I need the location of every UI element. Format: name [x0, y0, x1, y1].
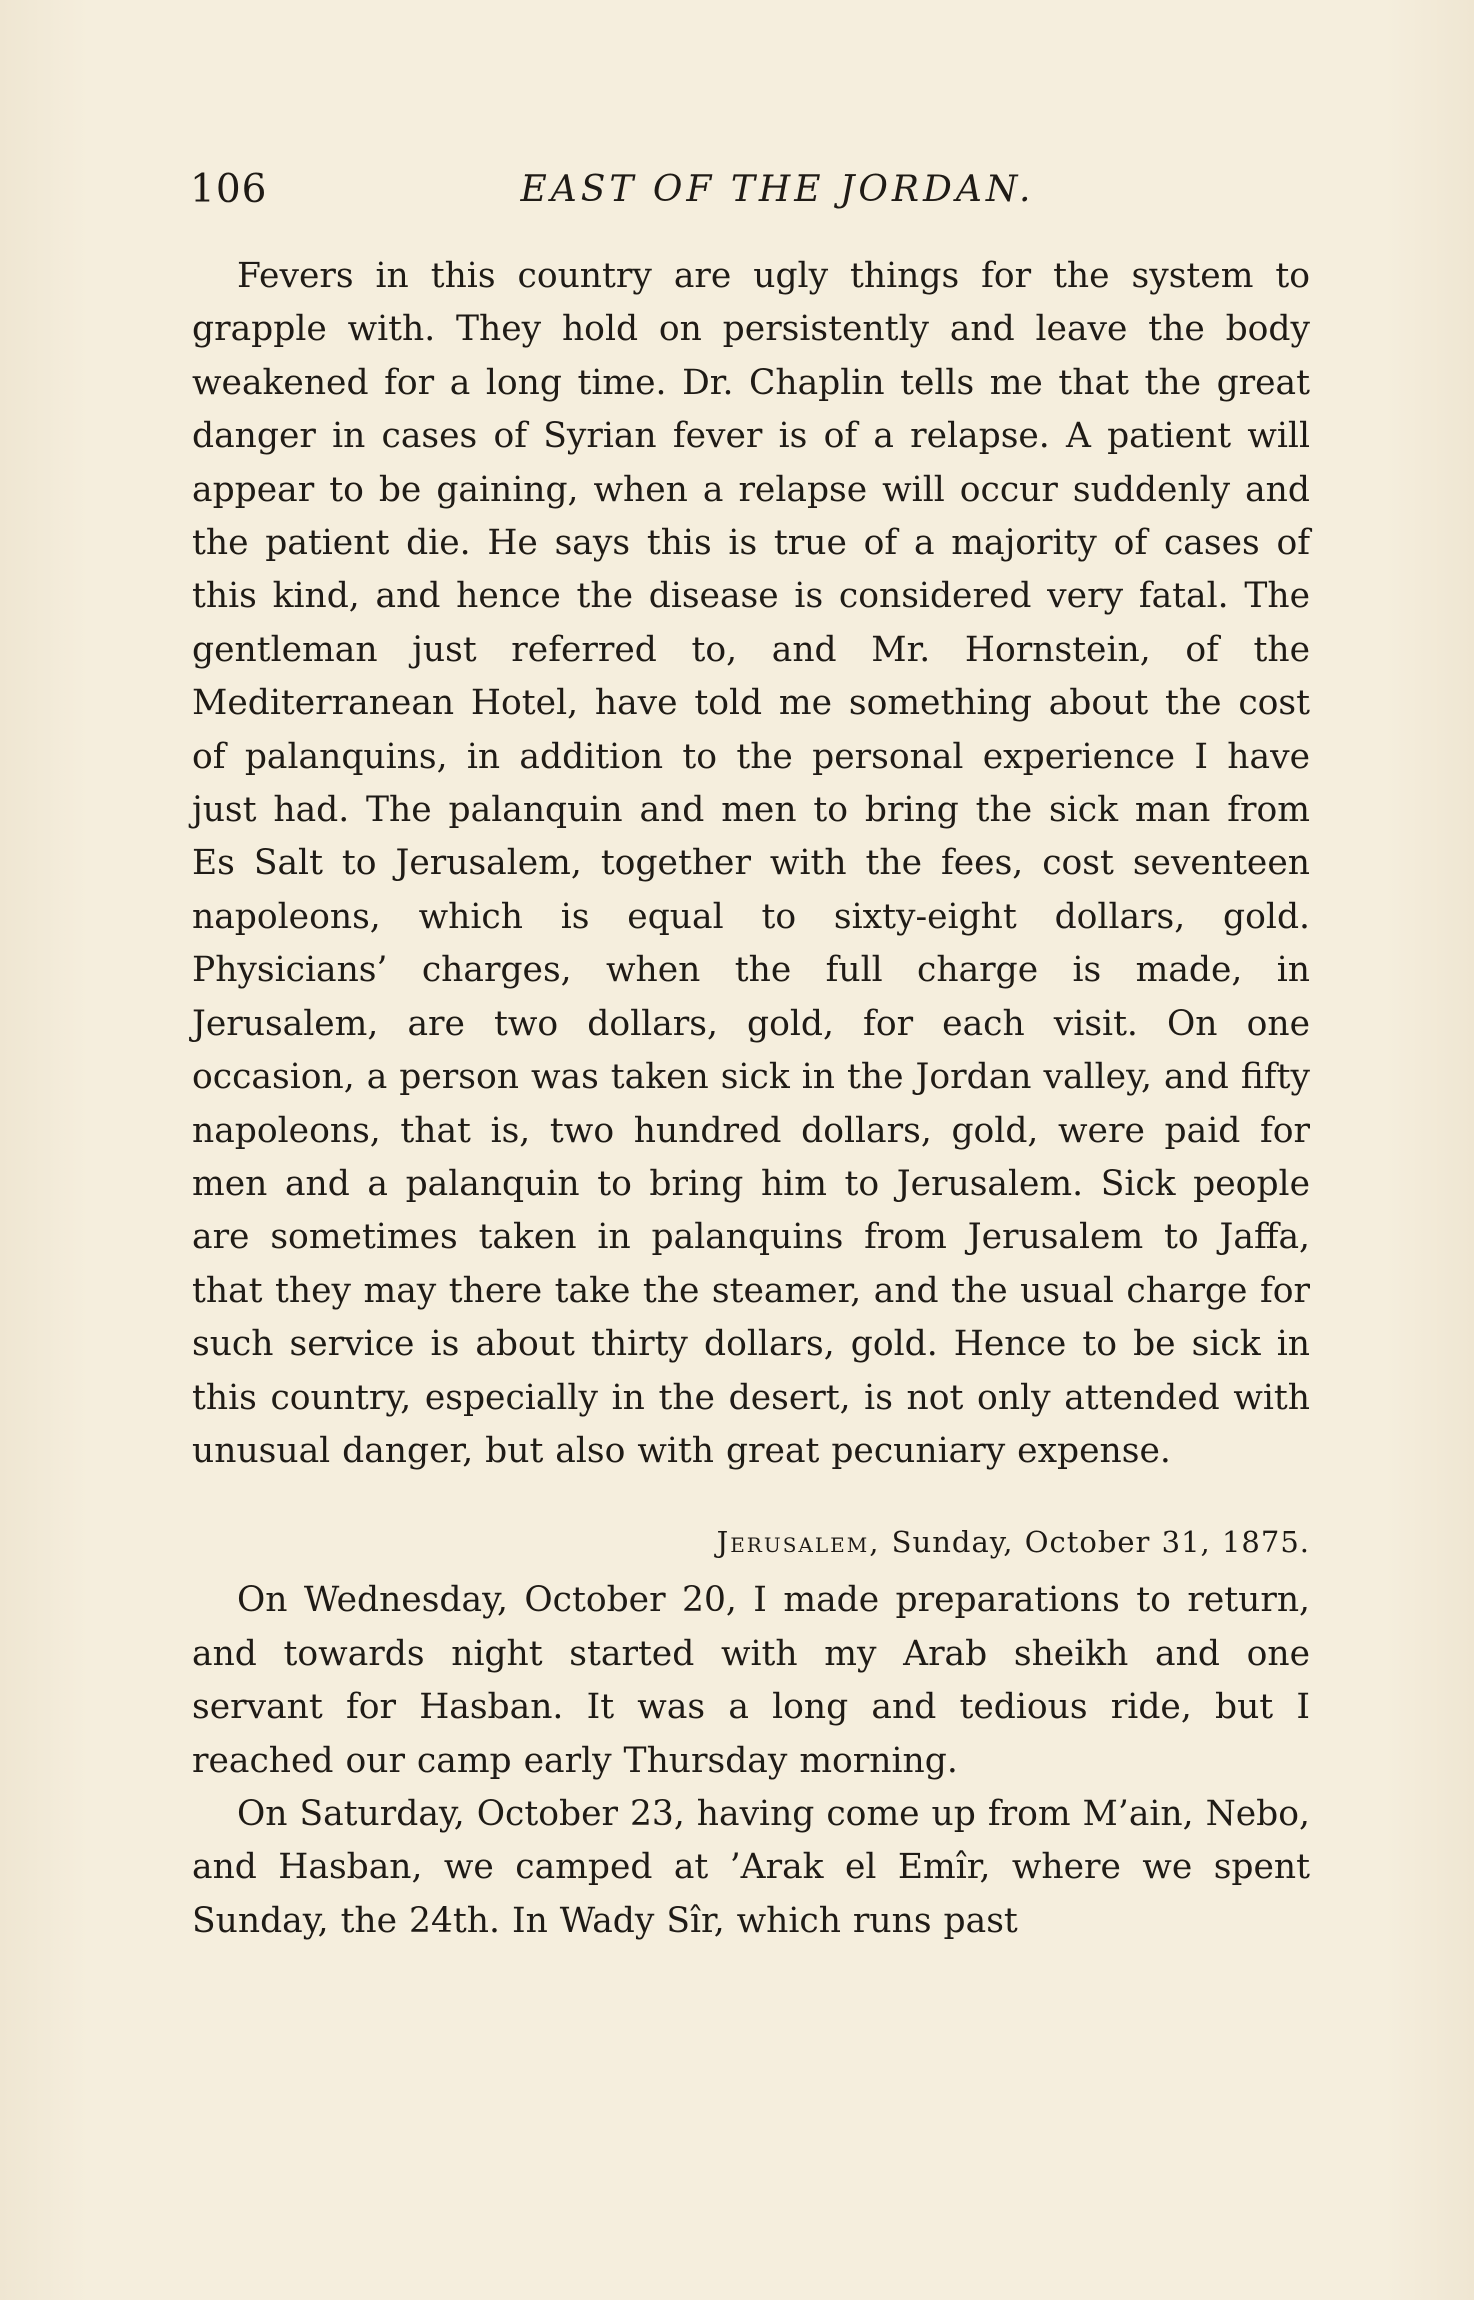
dateline [192, 1520, 1310, 1564]
page-number: 106 [190, 167, 268, 212]
running-head: EAST OF THE JORDAN. [520, 169, 1035, 210]
dateline-place: Jerusalem, [716, 1525, 881, 1560]
dateline-date: Sunday, October 31, 1875. [891, 1525, 1310, 1560]
paragraph-fevers: Fevers in this country are ugly things for the system to grapple with. They hold on persistently and leave the body weakened for a long time. Dr. Chaplin tells me that the great danger in cases of Syrian fever is of a relapse. A patient will appear to be gaining, when a relapse will occur suddenly and the patient die. He says this is true of a majority of cases of this kind, and hence the disease is considered very fatal. The gentleman just referred to, and Mr. Hornstein, of the Mediterranean Hotel, have told me something about the cost of palanquins, in addition to the personal experience I have just had. The palanquin and men to bring the sick man from Es Salt to Jerusalem, together with the fees, cost seventeen napoleons, which is equal to sixty-eight dollars, gold. Physicians’ charges, when the full charge is made, in Jerusalem, are two dollars, gold, for each visit. On one occasion, a person was taken sick in the Jordan valley, and fifty napoleons, that is, two hundred dollars, gold, were paid for men and a palanquin to bring him to Jerusalem. Sick people are sometimes taken in palanquins from Jerusalem to Jaffa, that they may there take the steamer, and the usual charge for such service is about thirty dollars, gold. Hence to be sick in this country, especially in the desert, is not only attended with unusual danger, but also with great pecuniary expense. [192, 256, 1310, 1471]
body-text [192, 250, 1310, 1948]
paragraph-saturday: On Saturday, October 23, having come up from M’ain, Nebo, and Hasban, we camped at ’Arak el Emîr, where we spent Sunday, the 24th. In Wady Sîr, which runs past [192, 1793, 1311, 1941]
page-header [190, 165, 1305, 215]
paragraph-wednesday: On Wednesday, October 20, I made preparations to return, and towards night started with my Arab sheikh and one servant for Hasban. It was a long and tedious ride, but I reached our camp early Thursday morning. [192, 1580, 1310, 1781]
